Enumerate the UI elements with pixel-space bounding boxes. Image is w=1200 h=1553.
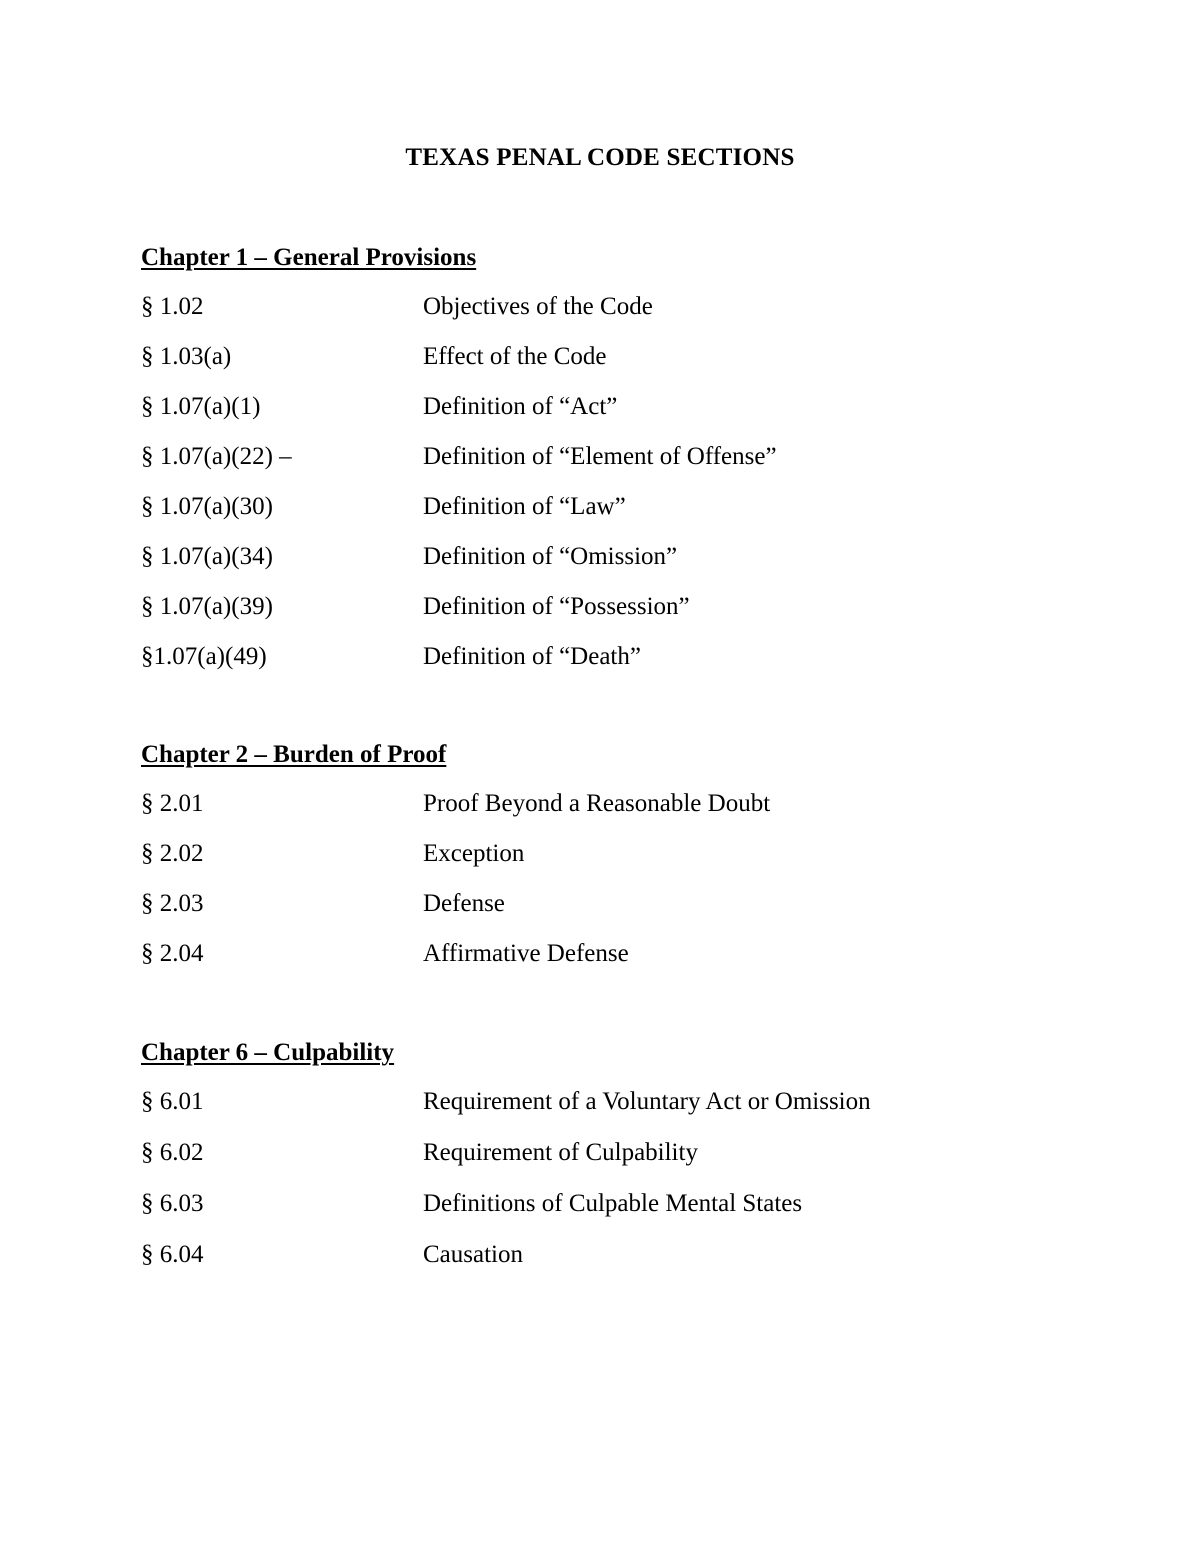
section-number: § 1.07(a)(34) — [141, 543, 273, 570]
chapter-1-section — [141, 243, 1141, 692]
section-description: Definition of “Act” — [423, 393, 618, 420]
section-number: § 2.03 — [141, 890, 204, 917]
section-description: Definition of “Death” — [423, 643, 641, 670]
section-row — [141, 392, 1141, 442]
section-number: § 6.01 — [141, 1088, 204, 1115]
section-number: § 2.02 — [141, 840, 204, 867]
section-description: Affirmative Defense — [423, 940, 629, 967]
section-number: § 6.02 — [141, 1139, 204, 1166]
section-number: § 1.07(a)(22) – — [141, 443, 292, 470]
section-description: Definition of “Element of Offense” — [423, 443, 777, 470]
section-description: Exception — [423, 840, 525, 867]
chapter-2-section — [141, 740, 1141, 989]
section-description: Proof Beyond a Reasonable Doubt — [423, 790, 771, 817]
section-row — [141, 642, 1141, 692]
chapter-heading: Chapter 2 – Burden of Proof — [141, 741, 447, 768]
section-number: §1.07(a)(49) — [141, 643, 267, 670]
section-row — [141, 492, 1141, 542]
section-row — [141, 542, 1141, 592]
section-description: Definition of “Law” — [423, 493, 626, 520]
chapter-6-section — [141, 1038, 1141, 1291]
section-description: Requirement of Culpability — [423, 1139, 698, 1166]
page-title: TEXAS PENAL CODE SECTIONS — [405, 144, 795, 171]
section-row — [141, 592, 1141, 642]
section-description: Objectives of the Code — [423, 293, 653, 320]
section-number: § 6.03 — [141, 1190, 204, 1217]
section-number: § 2.04 — [141, 940, 204, 967]
section-description: Definition of “Possession” — [423, 593, 690, 620]
section-row — [141, 889, 1141, 939]
section-row — [141, 1189, 1141, 1240]
section-number: § 1.03(a) — [141, 343, 232, 370]
section-row — [141, 1138, 1141, 1189]
section-number: § 1.07(a)(30) — [141, 493, 273, 520]
section-row — [141, 292, 1141, 342]
section-row — [141, 839, 1141, 889]
section-row — [141, 789, 1141, 839]
section-description: Requirement of a Voluntary Act or Omission — [423, 1088, 871, 1115]
section-row — [141, 442, 1141, 492]
section-row — [141, 1240, 1141, 1291]
section-description: Definition of “Omission” — [423, 543, 678, 570]
section-description: Definitions of Culpable Mental States — [423, 1190, 803, 1217]
section-number: § 6.04 — [141, 1241, 204, 1268]
chapter-heading: Chapter 1 – General Provisions — [141, 244, 477, 271]
section-row — [141, 939, 1141, 989]
section-row — [141, 342, 1141, 392]
section-description: Effect of the Code — [423, 343, 607, 370]
section-row — [141, 1087, 1141, 1138]
section-number: § 1.07(a)(1) — [141, 393, 261, 420]
section-number: § 2.01 — [141, 790, 204, 817]
section-number: § 1.02 — [141, 293, 204, 320]
section-number: § 1.07(a)(39) — [141, 593, 273, 620]
section-description: Defense — [423, 890, 505, 917]
chapter-heading: Chapter 6 – Culpability — [141, 1039, 395, 1066]
section-description: Causation — [423, 1241, 523, 1268]
